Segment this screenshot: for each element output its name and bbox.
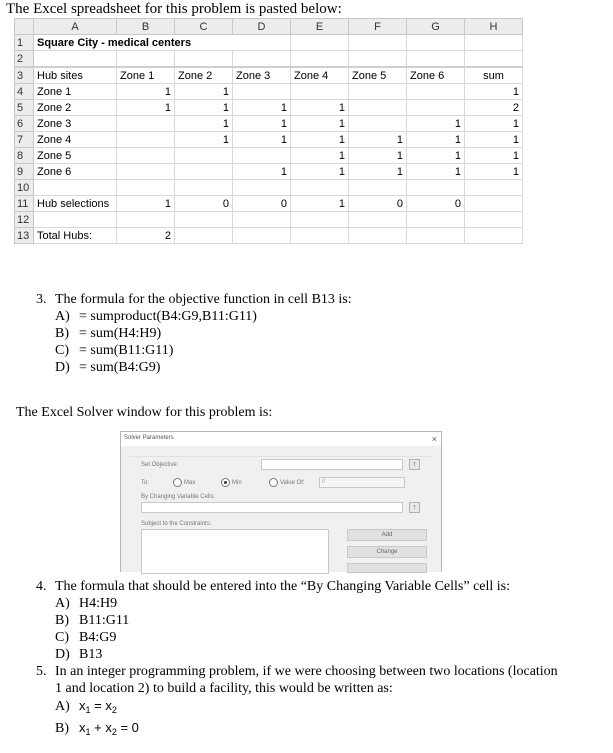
cell[interactable] (175, 180, 233, 196)
question-number: 5. (36, 664, 47, 679)
cell[interactable] (175, 148, 233, 164)
cell[interactable] (117, 180, 175, 196)
cell[interactable] (233, 228, 291, 244)
question-number: 3. (36, 292, 47, 307)
cell[interactable]: 1 (117, 196, 175, 212)
cell[interactable] (34, 51, 117, 68)
cell[interactable] (407, 51, 465, 68)
sheet-row-hub-selections (15, 196, 523, 212)
question-number: 4. (36, 579, 47, 594)
dialog-title: Solver Parameters (124, 435, 174, 441)
constraints-list[interactable] (141, 529, 329, 574)
row-header[interactable]: 2 (15, 51, 34, 68)
cell[interactable]: 1 (465, 148, 523, 164)
cell[interactable]: 1 (465, 164, 523, 180)
option-d: D) = sum(B4:G9) (55, 360, 161, 375)
cell[interactable] (175, 228, 233, 244)
row-header[interactable]: 4 (15, 84, 34, 100)
option-b: B) = sum(H4:H9) (55, 326, 162, 341)
changing-cells-input[interactable] (141, 502, 403, 513)
cell[interactable] (117, 148, 175, 164)
question-text: The formula that should be entered into the “By Changing Variable Cells” cell is: (55, 579, 511, 594)
cell[interactable]: 1 (291, 196, 349, 212)
cell[interactable] (291, 212, 349, 228)
sheet-row (15, 84, 523, 100)
cell[interactable] (291, 51, 349, 68)
cell[interactable]: 1 (407, 132, 465, 148)
solver-intro: The Excel Solver window for this problem is: (16, 405, 273, 420)
cell[interactable]: Total Hubs: (34, 228, 117, 244)
cell[interactable] (117, 116, 175, 132)
cell[interactable]: 1 (175, 132, 233, 148)
sheet-row (15, 67, 523, 84)
cell[interactable] (465, 196, 523, 212)
cell[interactable]: Zone 1 (34, 84, 117, 100)
column-header-c[interactable]: C (175, 19, 233, 35)
cell[interactable] (117, 164, 175, 180)
cell[interactable] (465, 180, 523, 196)
divider (129, 456, 433, 457)
cell[interactable]: 1 (117, 100, 175, 116)
cell[interactable] (349, 116, 407, 132)
cell[interactable]: Zone 6 (34, 164, 117, 180)
cell[interactable] (233, 51, 291, 68)
cell[interactable] (117, 212, 175, 228)
cell[interactable]: Zone 4 (291, 67, 349, 84)
cell[interactable]: 1 (465, 84, 523, 100)
cell[interactable]: 1 (117, 84, 175, 100)
row-header[interactable]: 6 (15, 116, 34, 132)
cell[interactable]: Zone 6 (407, 67, 465, 84)
cell[interactable] (291, 180, 349, 196)
cell[interactable] (407, 100, 465, 116)
sheet-row (15, 212, 523, 228)
cell[interactable] (465, 228, 523, 244)
radio-icon (269, 478, 278, 487)
add-button[interactable]: Add (347, 529, 427, 541)
cell[interactable] (407, 180, 465, 196)
cell[interactable]: 0 (175, 196, 233, 212)
sheet-row-total-hubs (15, 228, 523, 244)
cell[interactable] (291, 84, 349, 100)
cell[interactable] (233, 212, 291, 228)
column-header-e[interactable]: E (291, 19, 349, 35)
column-header-a[interactable]: A (34, 19, 117, 35)
change-button[interactable]: Change (347, 546, 427, 558)
sheet-row (15, 116, 523, 132)
cell[interactable]: 1 (349, 148, 407, 164)
cell[interactable] (291, 35, 349, 51)
question-text-line1: In an integer programming problem, if we were choosing between two locations (location (55, 664, 558, 679)
cell[interactable]: Zone 3 (34, 116, 117, 132)
cell[interactable]: 1 (291, 148, 349, 164)
sheet-row (15, 100, 523, 116)
cell[interactable]: 0 (233, 196, 291, 212)
option-c: C) = sum(B11:G11) (55, 343, 174, 358)
changing-cells-label: By Changing Variable Cells: (141, 494, 216, 500)
set-objective-label: Set Objective: (141, 462, 179, 468)
sheet-row (15, 180, 523, 196)
cell[interactable]: Zone 2 (34, 100, 117, 116)
dialog-titlebar (121, 432, 441, 446)
cell[interactable] (465, 35, 523, 51)
cell[interactable]: Hub selections (34, 196, 117, 212)
radio-icon (173, 478, 182, 487)
row-header[interactable]: 10 (15, 180, 34, 196)
cell[interactable]: sum (465, 67, 523, 84)
sheet-row (15, 51, 523, 68)
cell[interactable]: 1 (349, 132, 407, 148)
cell-a1-title[interactable]: Square City - medical centers (34, 35, 233, 51)
collapse-ref-icon[interactable]: ↑ (409, 459, 420, 470)
cell[interactable]: 1 (407, 164, 465, 180)
cell[interactable] (349, 212, 407, 228)
cell[interactable] (117, 132, 175, 148)
cell[interactable]: 1 (291, 132, 349, 148)
intro-text: The Excel spreadsheet for this problem is pasted below: (6, 1, 342, 17)
close-icon[interactable]: × (431, 434, 437, 444)
cell[interactable]: 1 (291, 100, 349, 116)
cell[interactable]: Zone 3 (233, 67, 291, 84)
cell[interactable] (233, 148, 291, 164)
constraints-label: Subject to the Constraints: (141, 521, 212, 527)
row-header[interactable]: 12 (15, 212, 34, 228)
cell[interactable] (465, 51, 523, 68)
row-header[interactable]: 1 (15, 35, 34, 51)
cell[interactable]: 1 (291, 164, 349, 180)
to-label: To: (141, 480, 150, 486)
question-text: The formula for the objective function in cell B13 is: (55, 292, 352, 307)
cell[interactable]: 1 (175, 116, 233, 132)
option-a: A) $x_1 = x_2$ (55, 698, 117, 715)
cell[interactable] (117, 51, 175, 68)
sheet-row (15, 35, 523, 51)
cell-b13-objective[interactable]: 2 (117, 228, 175, 244)
question-4 (36, 578, 510, 663)
column-header-g[interactable]: G (407, 19, 465, 35)
row-header[interactable]: 13 (15, 228, 34, 244)
question-text-line2: 1 and location 2) to build a facility, this would be written as: (55, 681, 393, 696)
radio-max[interactable]: Max (173, 478, 195, 487)
cell[interactable]: 1 (291, 116, 349, 132)
collapse-ref-icon[interactable]: ↑ (409, 502, 420, 513)
cell[interactable] (407, 228, 465, 244)
cell[interactable]: 1 (349, 164, 407, 180)
row-header[interactable]: 11 (15, 196, 34, 212)
delete-button[interactable] (347, 563, 427, 573)
option-a: A) H4:H9 (55, 596, 118, 611)
cell[interactable]: 1 (233, 100, 291, 116)
column-header-h[interactable]: H (465, 19, 523, 35)
cell[interactable] (465, 212, 523, 228)
cell[interactable] (349, 228, 407, 244)
cell[interactable]: 1 (233, 164, 291, 180)
cell[interactable]: 1 (233, 116, 291, 132)
cell[interactable] (34, 180, 117, 196)
cell[interactable] (349, 100, 407, 116)
question-3 (36, 291, 352, 376)
column-header-row (15, 19, 523, 35)
cell[interactable]: Hub sites (34, 67, 117, 84)
sheet-row (15, 132, 523, 148)
option-b: B) B11:G11 (55, 613, 130, 628)
option-c: C) B4:G9 (55, 630, 117, 645)
sheet-row (15, 164, 523, 180)
cell[interactable]: 1 (407, 148, 465, 164)
option-a: A) = sumproduct(B4:G9,B11:G11) (55, 309, 257, 324)
sheet-row (15, 148, 523, 164)
cell[interactable]: Zone 5 (34, 148, 117, 164)
column-header-b[interactable]: B (117, 19, 175, 35)
cell[interactable] (233, 84, 291, 100)
cell[interactable]: Zone 5 (349, 67, 407, 84)
option-b: B) $x_1 + x_2 = 0$ (55, 720, 139, 737)
cell[interactable] (407, 212, 465, 228)
question-5 (36, 663, 558, 741)
cell[interactable] (349, 51, 407, 68)
row-header[interactable]: 9 (15, 164, 34, 180)
radio-min[interactable]: Min (221, 478, 242, 487)
select-all-corner[interactable] (15, 19, 34, 35)
spreadsheet (14, 18, 523, 244)
radio-value-of[interactable]: Value Of: (269, 478, 305, 487)
cell[interactable] (175, 212, 233, 228)
cell[interactable] (349, 84, 407, 100)
cell[interactable]: 1 (175, 100, 233, 116)
row-header[interactable]: 3 (15, 67, 34, 84)
cell[interactable]: 1 (465, 116, 523, 132)
cell[interactable] (291, 228, 349, 244)
row-header[interactable]: 8 (15, 148, 34, 164)
set-objective-input[interactable] (261, 459, 403, 470)
value-of-input[interactable]: 0 (319, 477, 405, 488)
radio-selected-icon (221, 478, 230, 487)
cell[interactable]: 0 (407, 196, 465, 212)
column-header-f[interactable]: F (349, 19, 407, 35)
cell[interactable]: 1 (175, 84, 233, 100)
column-header-d[interactable]: D (233, 19, 291, 35)
solver-parameters-dialog (120, 431, 442, 572)
cell[interactable]: 0 (349, 196, 407, 212)
row-header[interactable]: 5 (15, 100, 34, 116)
cell[interactable]: 1 (407, 116, 465, 132)
cell[interactable]: 2 (465, 100, 523, 116)
cell[interactable] (175, 164, 233, 180)
cell[interactable] (407, 35, 465, 51)
cell[interactable] (233, 180, 291, 196)
cell[interactable]: 1 (233, 132, 291, 148)
cell[interactable]: 1 (465, 132, 523, 148)
row-header[interactable]: 7 (15, 132, 34, 148)
cell[interactable] (407, 84, 465, 100)
cell[interactable]: Zone 2 (175, 67, 233, 84)
cell[interactable]: Zone 1 (117, 67, 175, 84)
cell[interactable] (349, 180, 407, 196)
cell[interactable] (175, 51, 233, 68)
cell[interactable]: Zone 4 (34, 132, 117, 148)
option-d: D) B13 (55, 647, 103, 662)
cell[interactable] (34, 212, 117, 228)
cell[interactable] (349, 35, 407, 51)
cell[interactable] (233, 35, 291, 51)
